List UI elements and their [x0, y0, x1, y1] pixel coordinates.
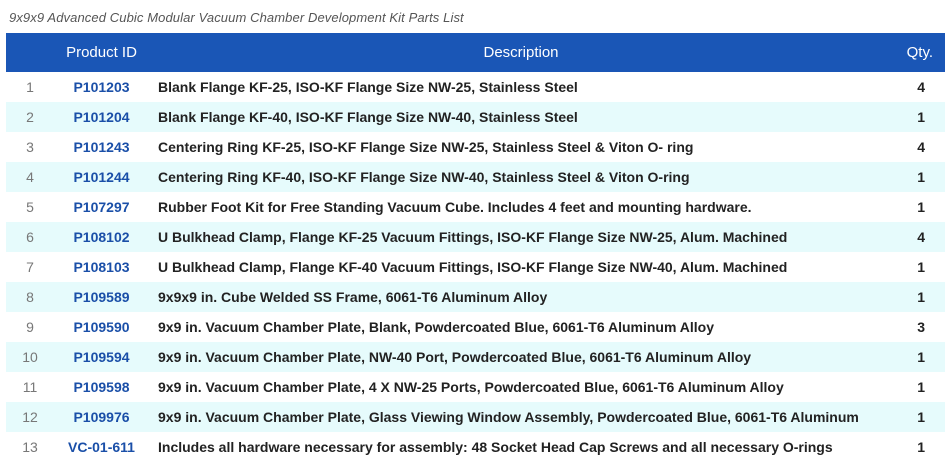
row-number: 12	[22, 409, 38, 425]
row-number: 6	[26, 229, 34, 245]
description-cell: 9x9 in. Vacuum Chamber Plate, 4 X NW-25 Ports, Powdercoated Blue, 6061-T6 Aluminum Alloy	[158, 379, 784, 395]
description-cell: U Bulkhead Clamp, Flange KF-25 Vacuum Fittings, ISO-KF Flange Size NW-25, Alum. Machined	[158, 229, 788, 245]
table-caption: 9x9x9 Advanced Cubic Modular Vacuum Chamber Development Kit Parts List	[9, 10, 464, 25]
table-row	[6, 312, 945, 342]
table-row	[6, 432, 945, 462]
description-cell: Blank Flange KF-40, ISO-KF Flange Size NW-40, Stainless Steel	[158, 109, 578, 125]
table-row	[6, 342, 945, 372]
row-number: 1	[26, 79, 34, 95]
row-number: 8	[26, 289, 34, 305]
row-number: 9	[26, 319, 34, 335]
description-cell: Rubber Foot Kit for Free Standing Vacuum Cube. Includes 4 feet and mounting hardware.	[158, 199, 752, 215]
table-row	[6, 102, 945, 132]
row-number: 10	[22, 349, 38, 365]
quantity-cell: 1	[917, 289, 925, 305]
product-id-link[interactable]: P108102	[73, 229, 130, 245]
header-qty[interactable]: Qty.	[906, 44, 933, 61]
header-row-number	[6, 33, 54, 72]
product-id-link[interactable]: P101244	[73, 169, 130, 185]
table-row	[6, 72, 945, 102]
table-row	[6, 192, 945, 222]
quantity-cell: 1	[917, 199, 925, 215]
product-id-link[interactable]: P101204	[73, 109, 130, 125]
description-cell: Blank Flange KF-25, ISO-KF Flange Size NW-25, Stainless Steel	[158, 79, 578, 95]
quantity-cell: 1	[917, 259, 925, 275]
product-id-link[interactable]: P109594	[73, 349, 130, 365]
quantity-cell: 4	[917, 229, 925, 245]
product-id-link[interactable]: P109589	[73, 289, 130, 305]
table-row	[6, 372, 945, 402]
description-cell: 9x9 in. Vacuum Chamber Plate, Blank, Powdercoated Blue, 6061-T6 Aluminum Alloy	[158, 319, 715, 335]
row-number: 7	[26, 259, 34, 275]
table-row	[6, 282, 945, 312]
quantity-cell: 3	[917, 319, 925, 335]
description-cell: Centering Ring KF-25, ISO-KF Flange Size NW-25, Stainless Steel & Viton O- ring	[158, 139, 694, 155]
quantity-cell: 1	[917, 409, 925, 425]
table-row	[6, 402, 945, 432]
table-header-row	[6, 33, 945, 72]
product-id-link[interactable]: P101203	[73, 79, 130, 95]
row-number: 13	[22, 439, 38, 455]
parts-list-table	[6, 33, 945, 462]
product-id-link[interactable]: VC-01-611	[68, 439, 135, 455]
description-cell: 9x9x9 in. Cube Welded SS Frame, 6061-T6 Aluminum Alloy	[158, 289, 548, 305]
quantity-cell: 1	[917, 169, 925, 185]
row-number: 5	[26, 199, 34, 215]
row-number: 4	[26, 169, 34, 185]
product-id-link[interactable]: P109598	[73, 379, 130, 395]
row-number: 2	[26, 109, 34, 125]
quantity-cell: 1	[917, 379, 925, 395]
quantity-cell: 1	[917, 349, 925, 365]
quantity-cell: 4	[917, 139, 925, 155]
description-cell: 9x9 in. Vacuum Chamber Plate, Glass Viewing Window Assembly, Powdercoated Blue, 6061-T6 Aluminum	[158, 409, 859, 425]
description-cell: Includes all hardware necessary for assembly: 48 Socket Head Cap Screws and all necessary O-rings	[158, 439, 833, 455]
product-id-link[interactable]: P107297	[73, 199, 130, 215]
product-id-link[interactable]: P109976	[73, 409, 130, 425]
product-id-link[interactable]: P108103	[73, 259, 130, 275]
description-cell: U Bulkhead Clamp, Flange KF-40 Vacuum Fittings, ISO-KF Flange Size NW-40, Alum. Machined	[158, 259, 788, 275]
header-product-id[interactable]: Product ID	[66, 44, 137, 61]
row-number: 11	[22, 379, 38, 395]
quantity-cell: 4	[917, 79, 925, 95]
quantity-cell: 1	[917, 109, 925, 125]
table-row	[6, 222, 945, 252]
header-description[interactable]: Description	[483, 44, 559, 61]
description-cell: 9x9 in. Vacuum Chamber Plate, NW-40 Port, Powdercoated Blue, 6061-T6 Aluminum Alloy	[158, 349, 752, 365]
table-row	[6, 162, 945, 192]
row-number: 3	[26, 139, 34, 155]
product-id-link[interactable]: P101243	[73, 139, 130, 155]
product-id-link[interactable]: P109590	[73, 319, 130, 335]
description-cell: Centering Ring KF-40, ISO-KF Flange Size NW-40, Stainless Steel & Viton O-ring	[158, 169, 690, 185]
quantity-cell: 1	[917, 439, 925, 455]
table-row	[6, 252, 945, 282]
table-row	[6, 132, 945, 162]
